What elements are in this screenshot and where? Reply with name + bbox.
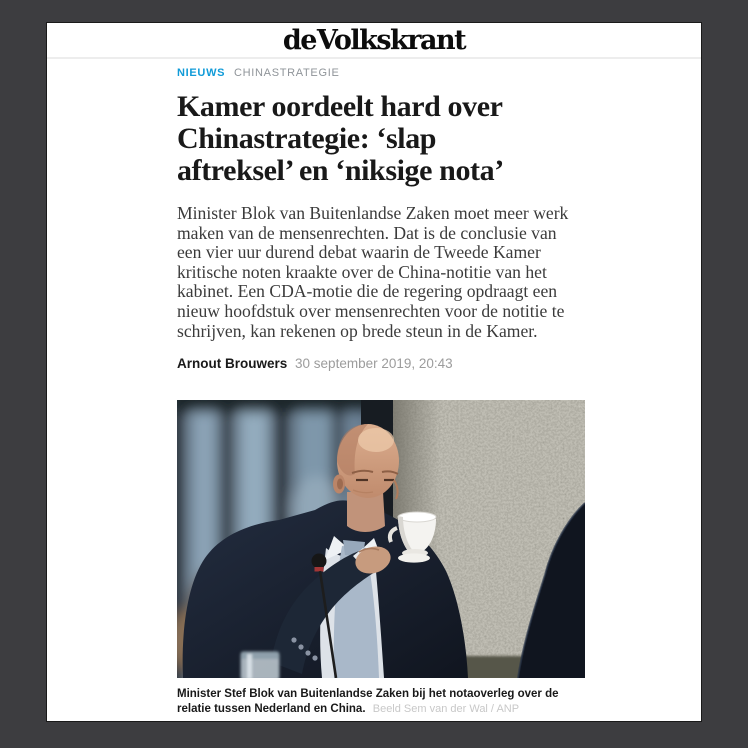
article-photo [177, 400, 585, 678]
masthead [47, 23, 701, 59]
photo-credit: Beeld Sem van der Wal / ANP [372, 703, 520, 716]
photo-caption [177, 687, 585, 717]
article-figure [177, 400, 585, 717]
article-content [177, 66, 585, 717]
headline-line-2: Chinastrategie: ‘slap [177, 122, 437, 155]
publish-datetime: 30 september 2019, 20:43 [295, 356, 453, 372]
kicker-section-link[interactable]: NIEUWS [177, 67, 226, 79]
volkskrant-logo[interactable]: de Volkskrant [282, 24, 466, 56]
article-page [46, 22, 702, 722]
byline [177, 355, 585, 372]
kicker [177, 66, 585, 80]
photo-illustration [177, 400, 585, 678]
article-intro: Minister Blok van Buitenlandse Zaken moet meer werk maken van de mensenrechten. Dat is de conclusie van een vier uur durend debat waarin de Tweede Kamer kritische noten kraakte over de China-notitie van het kabinet. Een CDA-motie die de regering opdraagt een nieuw hoofdstuk over mensenrechten voor de notitie te schrijven, kan rekenen op brede steun in de Kamer. [177, 203, 569, 341]
kicker-topic-link[interactable]: CHINASTRATEGIE [233, 67, 340, 79]
headline-line-1: Kamer oordeelt hard over [177, 90, 503, 123]
author-link[interactable]: Arnout Brouwers [177, 356, 288, 372]
photo-water-glass [241, 652, 279, 678]
caption-text: Minister Stef Blok van Buitenlandse Zaken bij het notaoverleg over de relatie tussen Nederland en China. [177, 688, 559, 716]
article-headline [177, 91, 585, 187]
headline-line-3: aftreksel’ en ‘niksige nota’ [177, 154, 504, 187]
